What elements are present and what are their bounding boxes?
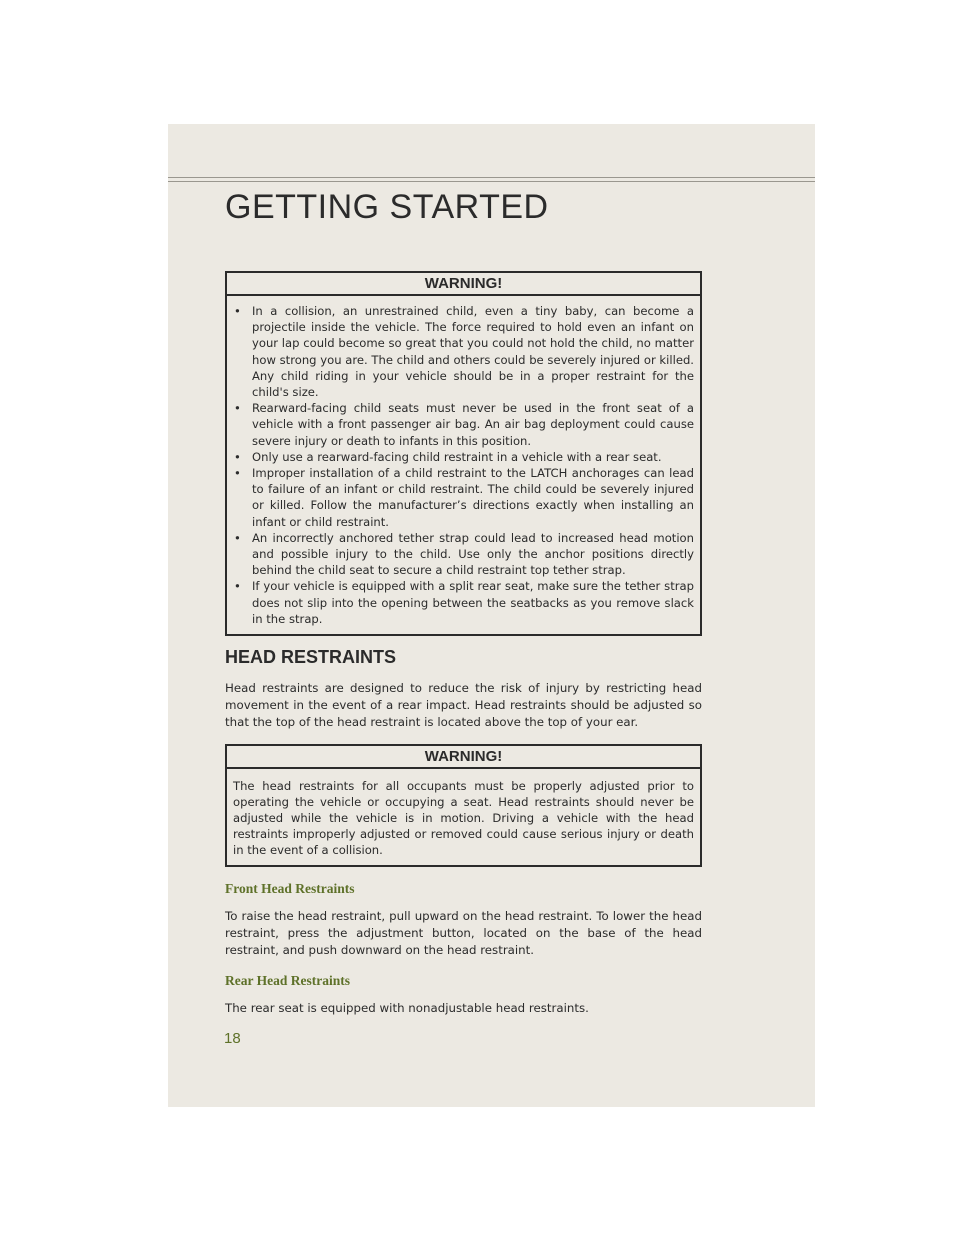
bullet-icon: • (234, 304, 241, 318)
warning-list-item (233, 449, 694, 465)
section-title: GETTING STARTED (225, 188, 549, 226)
bullet-icon: • (234, 449, 241, 464)
front-head-restraints-text: To raise the head restraint, pull upward on the head restraint. To lower the head restraint, press the adjustment button, located on the base of the head restraint, and push downward on the head restraint. (225, 909, 702, 958)
warning-item-text: Only use a rearward-facing child restraint in a vehicle with a rear seat. (252, 449, 662, 464)
head-restraints-heading: HEAD RESTRAINTS (225, 647, 397, 668)
bullet-icon: • (234, 466, 241, 481)
warning-title: WARNING! (227, 273, 700, 296)
header-rule-secondary (168, 181, 815, 182)
warning-title: WARNING! (227, 746, 700, 769)
page-number: 18 (224, 1030, 241, 1047)
manual-page (168, 124, 815, 1107)
page-content (225, 271, 702, 1017)
warning-list-item (233, 400, 694, 449)
front-head-restraints-heading: Front Head Restraints (225, 881, 355, 897)
warning-list-item (233, 578, 694, 627)
warning-list-item (233, 530, 694, 579)
warning-list-item (233, 465, 694, 530)
bullet-icon: • (234, 579, 241, 594)
rear-head-restraints-text: The rear seat is equipped with nonadjustable head restraints. (225, 1001, 589, 1016)
warning-item-text: If your vehicle is equipped with a split rear seat, make sure the tether strap does not slip into the opening between the seatbacks as you remove slack in the strap. (252, 579, 694, 626)
head-restraints-intro: Head restraints are designed to reduce the risk of injury by restricting head movement in the event of a rear impact. Head restraints should be adjusted so that the top of the head restraint is located above the top of your ear. (225, 681, 702, 730)
warning-item-text: In a collision, an unrestrained child, even a tiny baby, can become a projectile inside the vehicle. The force required to hold even an infant on your lap could become so great that you could not hold the child, no matter how strong you are. The child and others could be severely injured or killed. Any child riding in your vehicle should be in a proper restraint for the child's size. (252, 304, 694, 400)
warning-item-text: Improper installation of a child restraint to the LATCH anchorages can lead to failure of an infant or child restraint. The child could be severely injured or killed. Follow the manufacturer’s directions exactly when installing an infant or child restraint. (252, 466, 694, 529)
warning-item-text: An incorrectly anchored tether strap could lead to increased head motion and possible injury to the child. Use only the anchor positions directly behind the child seat to secure a child restraint top tether strap. (252, 530, 694, 578)
rear-head-restraints-heading: Rear Head Restraints (225, 973, 350, 989)
warning-text: The head restraints for all occupants must be properly adjusted prior to operating the vehicle or occupying a seat. Head restraints should never be adjusted while the vehicle is in motion. Driving a vehicle with the head restraints improperly adjusted or removed could cause serious injury or death in the event of a collision. (233, 779, 694, 858)
warning-box-child-restraints (225, 271, 702, 636)
warning-list-item (233, 303, 694, 400)
bullet-icon: • (234, 401, 241, 416)
header-rule (168, 177, 815, 178)
warning-list (227, 296, 700, 634)
warning-item-text: Rearward-facing child seats must never be used in the front seat of a vehicle with a front passenger air bag. An air bag deployment could cause severe injury or death to infants in this position. (252, 401, 694, 448)
warning-box-head-restraints (225, 744, 702, 867)
bullet-icon: • (234, 530, 241, 545)
